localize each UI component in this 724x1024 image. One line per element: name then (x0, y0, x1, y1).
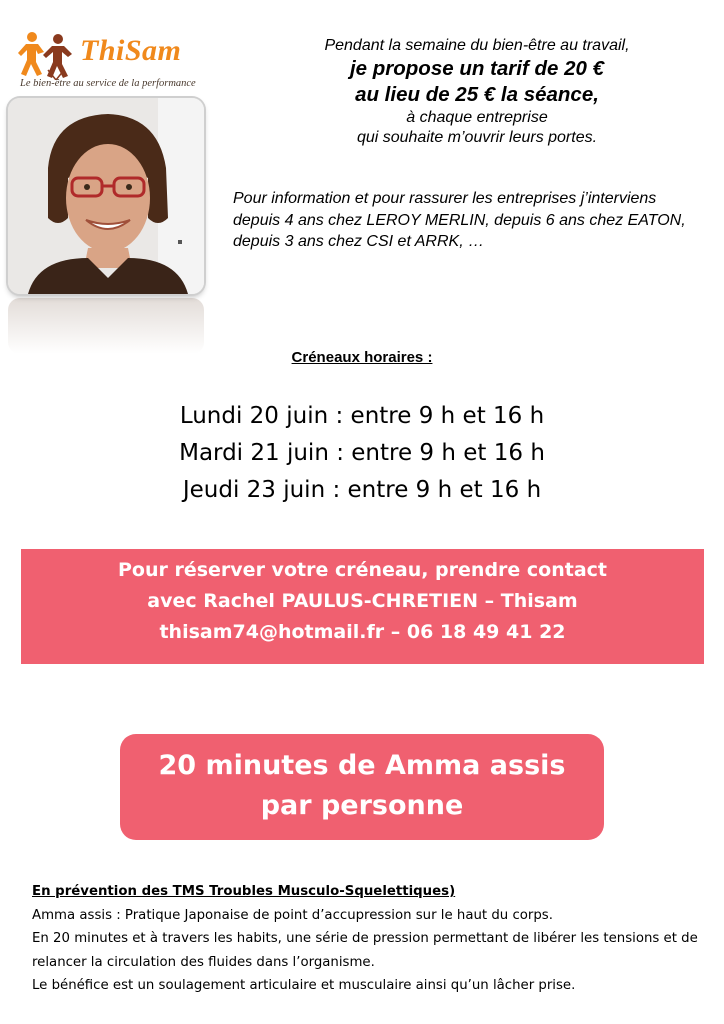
intro-line-5: qui souhaite m’ouvrir leurs portes. (356, 129, 598, 146)
prevention-line-3: Le bénéfice est un soulagement articulaire et musculaire ainsi qu’un lâcher prise. (32, 978, 576, 993)
portrait-photo (8, 98, 204, 294)
slots-list (0, 398, 724, 509)
slot-item: Lundi 20 juin : entre 9 h et 16 h (179, 403, 545, 429)
amma-line-2: par personne (260, 790, 464, 821)
intro-text (240, 36, 714, 148)
prevention-section (32, 880, 702, 998)
slot-item: Mardi 21 juin : entre 9 h et 16 h (179, 440, 545, 466)
thisam-logo (18, 30, 218, 92)
prevention-heading: En prévention des TMS Troubles Musculo-Squelettiques) (32, 884, 456, 899)
logo-figures-icon (18, 30, 84, 80)
intro-price-line: je propose un tarif de 20 € (349, 57, 605, 80)
slot-item: Jeudi 23 juin : entre 9 h et 16 h (182, 477, 542, 503)
info-paragraph: Pour information et pour rassurer les entreprises j’interviens depuis 4 ans chez LEROY MERLIN, depuis 6 ans chez EATON, depuis 3 ans chez CSI et ARRK, … (233, 190, 686, 250)
intro-line-1: Pendant la semaine du bien-être au travail, (324, 37, 630, 54)
contact-line-1: Pour réserver votre créneau, prendre contact (117, 559, 608, 581)
amma-banner (120, 734, 604, 840)
amma-line-1: 20 minutes de Amma assis (158, 750, 566, 781)
contact-line-2: avec Rachel PAULUS-CHRETIEN – Thisam (147, 590, 578, 612)
logo-name: ThiSam (80, 34, 182, 67)
intro-line-4: à chaque entreprise (406, 109, 548, 126)
photo-reflection (8, 298, 204, 354)
logo-tagline: Le bien-être au service de la performance (20, 78, 196, 89)
intro-original-price-line: au lieu de 25 € la séance, (355, 83, 599, 106)
portrait-photo-icon (8, 98, 204, 294)
contact-banner (21, 549, 704, 664)
slots-title (0, 349, 724, 366)
prevention-line-1: Amma assis : Pratique Japonaise de point d’accupression sur le haut du corps. (32, 907, 553, 923)
contact-email-phone[interactable]: thisam74@hotmail.fr – 06 18 49 41 22 (159, 621, 566, 643)
prevention-line-2: En 20 minutes et à travers les habits, une série de pression permettant de libérer les tensions et de relancer la circulation des fluides dans l’organisme. (32, 931, 698, 970)
slots-title-text: Créneaux horaires : (291, 349, 433, 366)
